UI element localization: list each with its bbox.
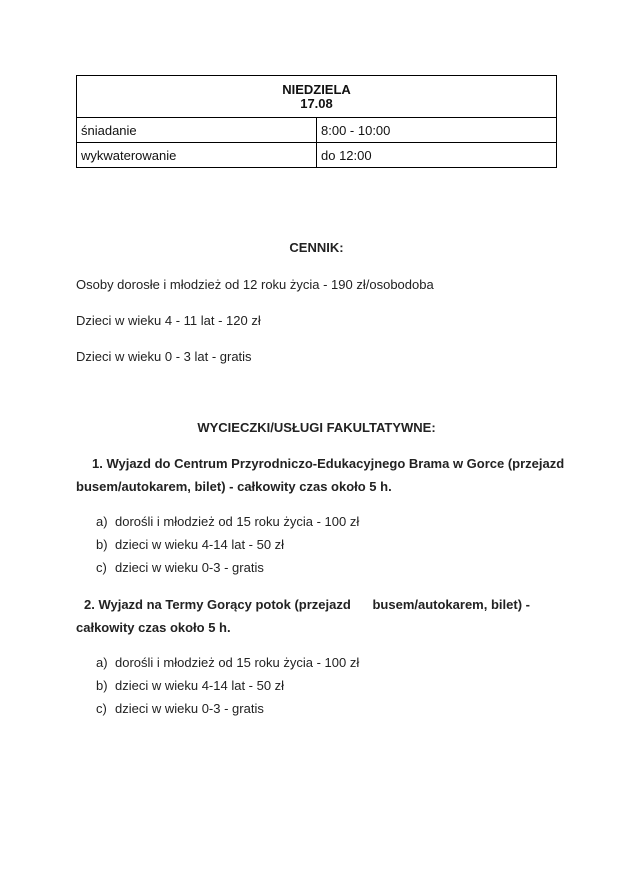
- pricing-line: Dzieci w wieku 4 - 11 lat - 120 zł: [76, 313, 261, 328]
- excursions-heading: WYCIECZKI/USŁUGI FAKULTATYWNE:: [197, 420, 436, 435]
- schedule-row-label: śniadanie: [77, 118, 317, 143]
- option-text: dzieci w wieku 4-14 lat - 50 zł: [115, 537, 285, 552]
- option-letter: c): [96, 560, 107, 575]
- schedule-header-cell: [77, 76, 557, 118]
- option-text: dorośli i młodzież od 15 roku życia - 100 zł: [115, 655, 360, 670]
- option-letter: a): [96, 514, 108, 529]
- schedule-day: NIEDZIELA: [282, 82, 351, 97]
- pricing-line: Dzieci w wieku 0 - 3 lat - gratis: [76, 349, 252, 364]
- option-letter: c): [96, 701, 107, 716]
- trip-title-line: busem/autokarem, bilet) - całkowity czas około 5 h.: [76, 479, 392, 494]
- option-text: dzieci w wieku 0-3 - gratis: [115, 701, 264, 716]
- schedule-header-row: [77, 76, 557, 118]
- option-text: dorośli i młodzież od 15 roku życia - 100 zł: [115, 514, 360, 529]
- pricing-heading: CENNIK:: [289, 240, 344, 255]
- schedule-row: [77, 143, 557, 168]
- schedule-row-value: do 12:00: [317, 143, 557, 168]
- option-text: dzieci w wieku 4-14 lat - 50 zł: [115, 678, 285, 693]
- pricing-line: Osoby dorosłe i młodzież od 12 roku życia - 190 zł/osobodoba: [76, 277, 434, 292]
- trip-title-line: 1. Wyjazd do Centrum Przyrodniczo-Edukacyjnego Brama w Gorce (przejazd: [92, 456, 565, 471]
- option-letter: b): [96, 537, 108, 552]
- schedule-row-label: wykwaterowanie: [77, 143, 317, 168]
- option-letter: b): [96, 678, 108, 693]
- option-text: dzieci w wieku 0-3 - gratis: [115, 560, 264, 575]
- schedule-table: [76, 75, 557, 168]
- schedule-row-value: 8:00 - 10:00: [317, 118, 557, 143]
- schedule-row: [77, 118, 557, 143]
- schedule-date: 17.08: [300, 96, 333, 111]
- trip-title-line: całkowity czas około 5 h.: [76, 620, 231, 635]
- trip-title-line: 2. Wyjazd na Termy Gorący potok (przejazd busem/autokarem, bilet) -: [84, 597, 530, 612]
- option-letter: a): [96, 655, 108, 670]
